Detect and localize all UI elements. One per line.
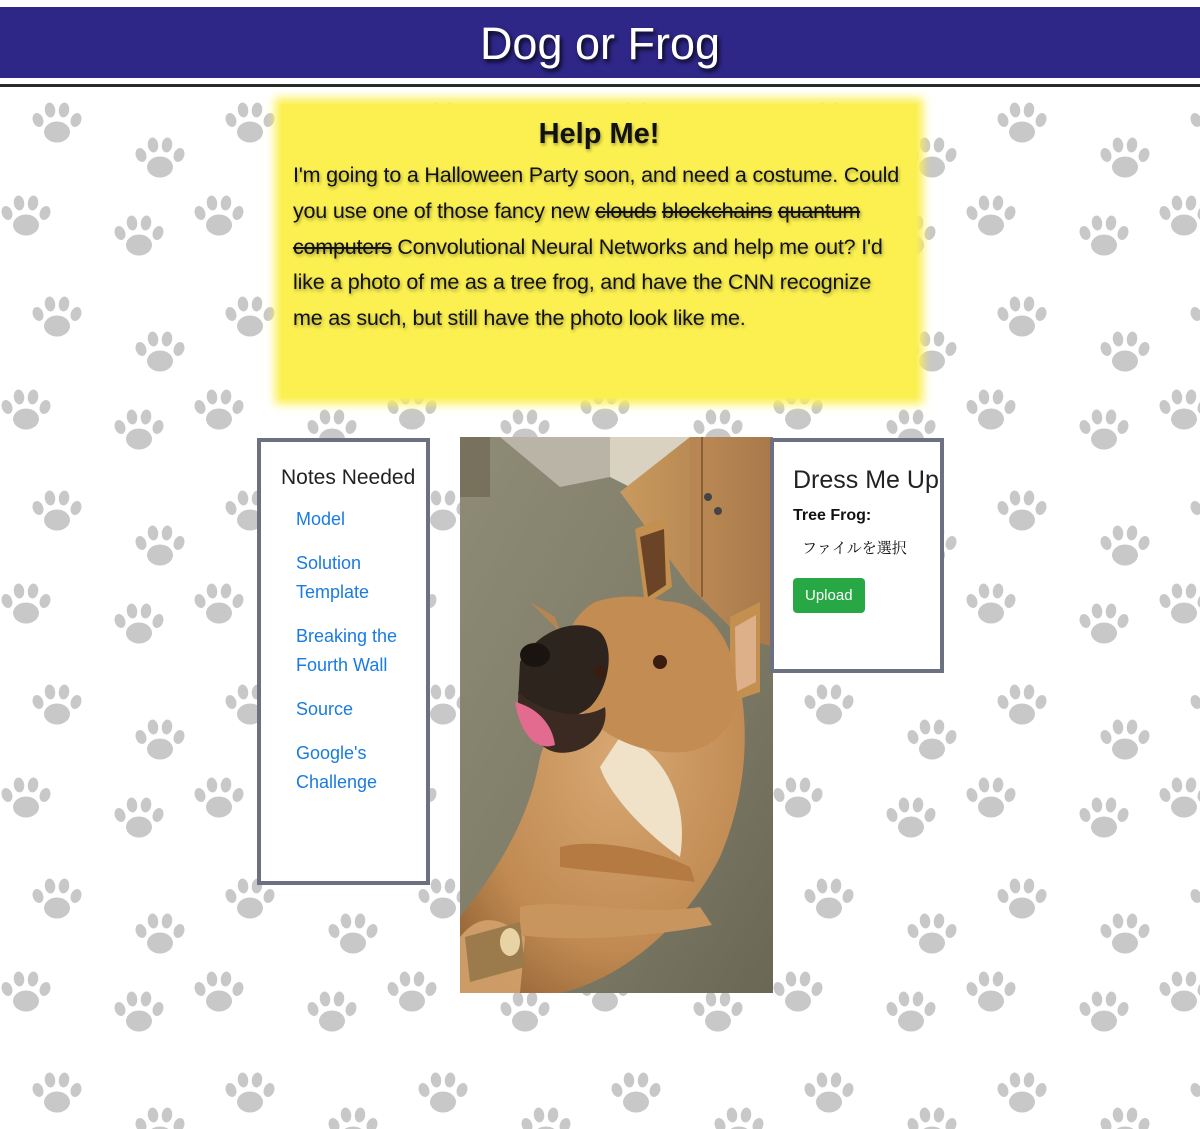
paw-print-icon	[134, 137, 187, 178]
paw-print-icon	[996, 684, 1049, 725]
paw-print-icon	[1078, 991, 1131, 1032]
paw-print-icon	[1099, 525, 1152, 566]
paw-print-icon	[885, 797, 938, 838]
paw-print-icon	[996, 1072, 1049, 1113]
paw-print-icon	[996, 102, 1049, 143]
paw-print-icon	[31, 878, 84, 919]
struck-word-quantum: quantum computers	[293, 198, 861, 259]
paw-print-icon	[996, 296, 1049, 337]
paw-print-icon	[1078, 603, 1131, 644]
paw-print-icon	[31, 102, 84, 143]
paw-print-icon	[1189, 684, 1200, 725]
paw-print-icon	[31, 490, 84, 531]
list-item	[296, 505, 426, 534]
paw-print-icon	[1189, 1072, 1200, 1113]
paw-print-icon	[134, 331, 187, 372]
paw-print-icon	[386, 971, 439, 1012]
paw-print-icon	[803, 1072, 856, 1113]
paw-print-icon	[113, 991, 166, 1032]
paw-print-icon	[803, 878, 856, 919]
struck-word-blockchains: blockchains	[661, 198, 773, 223]
help-text-start: I'm going to a Halloween Party soon, and need a costume. Could you use one of those fancy new	[293, 163, 900, 223]
source-link[interactable]: Source	[296, 699, 354, 719]
paw-print-icon	[1099, 137, 1152, 178]
file-choose-button[interactable]: ファイルを選択	[802, 539, 907, 557]
paw-print-icon	[1099, 913, 1152, 954]
notes-title: Notes Needed	[281, 466, 416, 489]
struck-word-clouds: clouds	[595, 198, 657, 223]
paw-print-icon	[906, 1107, 959, 1129]
paw-print-icon	[499, 991, 552, 1032]
notes-panel	[257, 438, 430, 885]
dress-title: Dress Me Up	[793, 466, 939, 494]
paw-print-icon	[1099, 719, 1152, 760]
paw-print-icon	[31, 1072, 84, 1113]
paw-print-icon	[965, 195, 1018, 236]
list-item	[296, 695, 426, 724]
paw-print-icon	[0, 583, 52, 624]
solution-template-link[interactable]: Solution Template	[296, 553, 370, 602]
help-title: Help Me!	[538, 118, 660, 150]
paw-print-icon	[224, 1072, 277, 1113]
paw-print-icon	[906, 719, 959, 760]
paw-print-icon	[193, 777, 246, 818]
paw-print-icon	[1078, 409, 1131, 450]
paw-print-icon	[713, 1107, 766, 1129]
paw-print-icon	[1158, 583, 1200, 624]
site-header	[0, 7, 1200, 78]
paw-print-icon	[134, 1107, 187, 1129]
paw-print-icon	[1078, 797, 1131, 838]
breaking-fourth-wall-link[interactable]: Breaking the Fourth Wall	[296, 626, 398, 675]
paw-print-icon	[965, 389, 1018, 430]
list-item	[296, 549, 426, 607]
paw-print-icon	[965, 777, 1018, 818]
upload-button[interactable]: Upload	[793, 578, 865, 613]
paw-print-icon	[1189, 490, 1200, 531]
paw-print-icon	[610, 1072, 663, 1113]
dog-photo	[460, 437, 773, 993]
paw-print-icon	[31, 296, 84, 337]
paw-print-icon	[134, 913, 187, 954]
paw-print-icon	[1189, 296, 1200, 337]
model-link[interactable]: Model	[296, 509, 346, 529]
help-text	[293, 158, 905, 337]
paw-print-icon	[224, 102, 277, 143]
paw-print-icon	[1189, 102, 1200, 143]
paw-print-icon	[1078, 215, 1131, 256]
paw-print-icon	[134, 525, 187, 566]
googles-challenge-link[interactable]: Google's Challenge	[296, 743, 378, 792]
paw-print-icon	[885, 991, 938, 1032]
paw-print-icon	[193, 389, 246, 430]
paw-print-icon	[772, 971, 825, 1012]
paw-print-icon	[803, 684, 856, 725]
dress-panel	[770, 438, 944, 673]
paw-print-icon	[134, 719, 187, 760]
paw-print-icon	[193, 195, 246, 236]
paw-print-icon	[1189, 878, 1200, 919]
paw-print-icon	[113, 215, 166, 256]
paw-print-icon	[772, 777, 825, 818]
list-item	[296, 739, 426, 797]
help-panel	[281, 104, 917, 398]
paw-print-icon	[0, 971, 52, 1012]
site-title: Dog or Frog	[479, 18, 721, 69]
notes-list	[281, 505, 426, 797]
paw-print-icon	[1099, 1107, 1152, 1129]
paw-print-icon	[520, 1107, 573, 1129]
paw-print-icon	[906, 913, 959, 954]
list-item	[296, 622, 426, 680]
paw-print-icon	[224, 296, 277, 337]
paw-print-icon	[113, 409, 166, 450]
paw-print-icon	[1099, 331, 1152, 372]
tree-frog-label: Tree Frog:	[793, 507, 872, 524]
paw-print-icon	[0, 777, 52, 818]
paw-print-icon	[0, 389, 52, 430]
paw-print-icon	[0, 195, 52, 236]
paw-print-icon	[965, 583, 1018, 624]
paw-print-icon	[1158, 971, 1200, 1012]
help-text-end: Convolutional Neural Networks and help me out? I'd like a photo of me as a tree frog, and have the CNN recognize me as such, but still have the photo look like me.	[293, 234, 883, 331]
paw-print-icon	[113, 603, 166, 644]
paw-print-icon	[1158, 195, 1200, 236]
paw-print-icon	[193, 583, 246, 624]
paw-print-icon	[965, 971, 1018, 1012]
paw-print-icon	[31, 684, 84, 725]
paw-print-icon	[417, 1072, 470, 1113]
paw-print-icon	[113, 797, 166, 838]
paw-print-icon	[306, 991, 359, 1032]
paw-print-icon	[1158, 389, 1200, 430]
header-divider	[0, 84, 1200, 87]
paw-print-icon	[692, 991, 745, 1032]
paw-print-icon	[996, 490, 1049, 531]
paw-print-icon	[193, 971, 246, 1012]
paw-print-icon	[1158, 777, 1200, 818]
paw-print-icon	[327, 913, 380, 954]
paw-print-icon	[327, 1107, 380, 1129]
paw-print-icon	[996, 878, 1049, 919]
